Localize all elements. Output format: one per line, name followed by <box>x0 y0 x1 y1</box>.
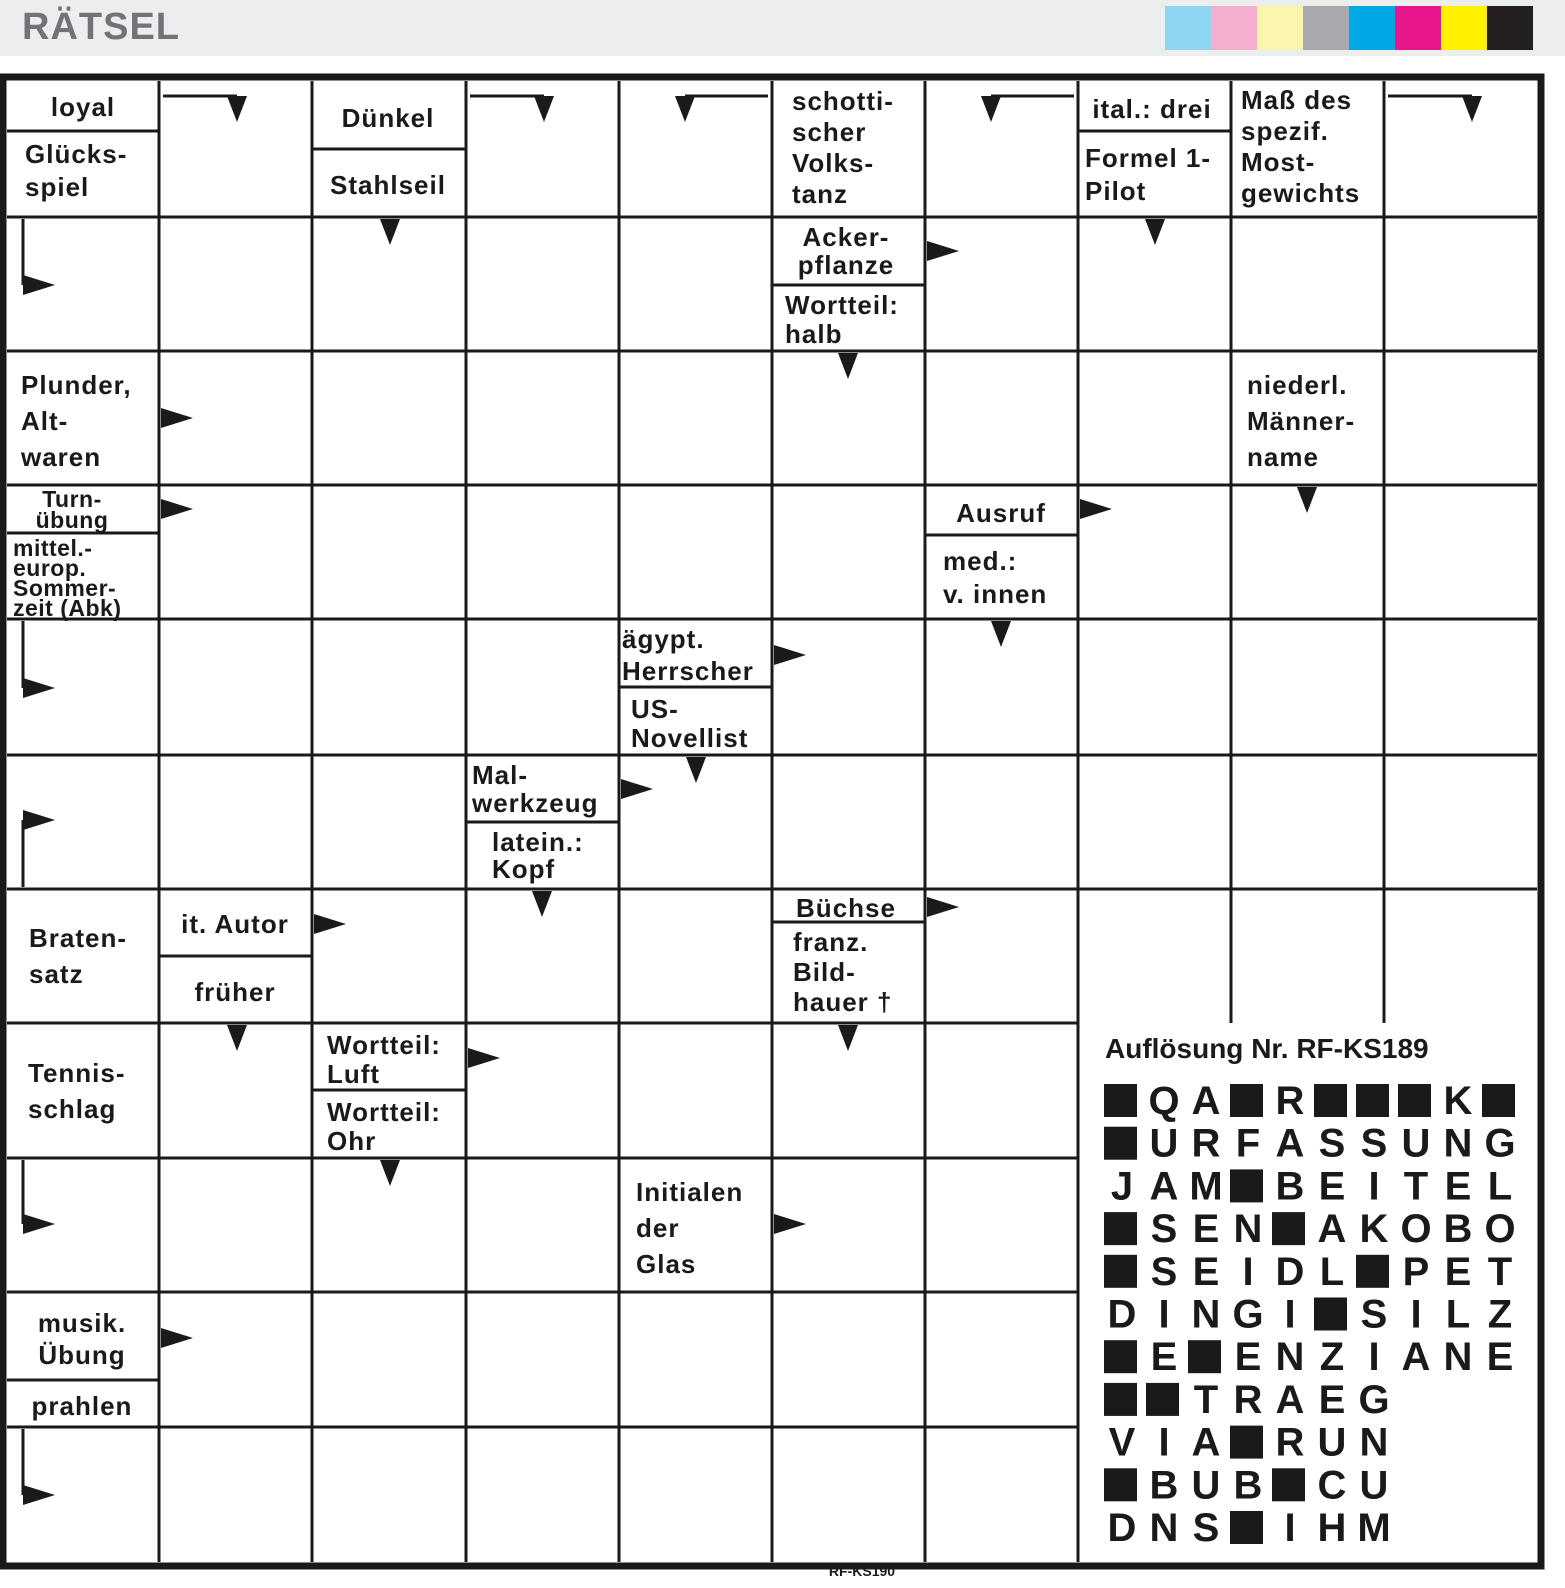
solution-block <box>1230 1426 1263 1459</box>
clue-line: it. Autor <box>181 909 289 939</box>
down-arrow-icon <box>532 891 552 917</box>
clue-text <box>1241 85 1360 208</box>
solution-letter: K <box>1359 1207 1389 1252</box>
solution-letter: G <box>1358 1377 1390 1422</box>
solution-title: Auflösung Nr. RF-KS189 <box>1105 1033 1429 1064</box>
solution-letter: L <box>1487 1164 1513 1209</box>
solution-letter: E <box>1486 1335 1514 1380</box>
solution-letter: G <box>1232 1292 1264 1337</box>
solution-letter: S <box>1150 1249 1178 1294</box>
solution-block <box>1146 1383 1179 1416</box>
solution-letter: I <box>1158 1292 1170 1337</box>
clue-text <box>25 139 127 202</box>
clue-line: Stahlseil <box>330 170 446 200</box>
clue-text <box>51 92 115 122</box>
solution-letter: D <box>1275 1249 1305 1294</box>
clue-line: Sommer- <box>13 575 117 601</box>
clue-line: Turn- <box>42 486 102 512</box>
solution-block <box>1314 1298 1347 1331</box>
clue-line: scher <box>792 117 867 147</box>
clue-line: Übung <box>38 1340 126 1370</box>
solution-block <box>1272 1212 1305 1245</box>
solution-letter: S <box>1360 1292 1388 1337</box>
solution-letter: S <box>1318 1121 1346 1166</box>
clue-line: Pilot <box>1085 176 1147 206</box>
clue-line: spiel <box>25 172 90 202</box>
solution-letter: M <box>1189 1164 1223 1209</box>
clue-text <box>327 1097 441 1156</box>
solution-letter: R <box>1191 1121 1221 1166</box>
clue-line: Initialen <box>636 1177 744 1207</box>
grid-lines <box>3 77 1541 1566</box>
clue-line: Tennis- <box>28 1058 126 1088</box>
solution-letter: Z <box>1487 1292 1513 1337</box>
clue-line: werkzeug <box>472 788 599 818</box>
solution-letter: L <box>1319 1249 1345 1294</box>
solution-letter: M <box>1357 1506 1391 1550</box>
clue-line: musik. <box>37 1308 127 1338</box>
clue-line: prahlen <box>31 1391 133 1421</box>
clue-line: Bild- <box>793 957 856 987</box>
clue-text <box>330 170 446 200</box>
solution-letter: R <box>1275 1420 1305 1465</box>
clue-line: satz <box>29 959 84 989</box>
clue-line: Most- <box>1241 147 1316 177</box>
solution-letter: B <box>1233 1463 1263 1508</box>
solution-letter: E <box>1192 1207 1220 1252</box>
solution-letter: T <box>1403 1164 1429 1209</box>
solution-block <box>1356 1255 1389 1288</box>
clue-text <box>471 760 599 818</box>
clue-text <box>1247 370 1355 472</box>
clue-text <box>20 370 132 472</box>
solution-letter: I <box>1158 1420 1170 1465</box>
solution-letter: L <box>1445 1292 1471 1337</box>
clue-line: pflanze <box>797 250 895 280</box>
clue-text <box>36 486 109 533</box>
clue-line: v. innen <box>943 579 1048 609</box>
solution-block <box>1230 1511 1263 1544</box>
solution-letter: E <box>1318 1377 1346 1422</box>
solution-letter: U <box>1191 1463 1221 1508</box>
clue-line: mittel.- <box>13 535 93 561</box>
solution-letter: I <box>1368 1164 1380 1209</box>
solution-letter: A <box>1401 1335 1431 1380</box>
clue-line: loyal <box>50 92 116 122</box>
right-arrow-icon <box>621 779 653 799</box>
solution-letter: N <box>1191 1292 1221 1337</box>
solution-letter: E <box>1234 1335 1262 1380</box>
clue-line: Ausruf <box>956 498 1046 528</box>
clue-text <box>32 1391 133 1421</box>
clue-text <box>492 827 584 884</box>
solution-letter: R <box>1233 1377 1263 1422</box>
down-arrow-icon <box>1462 96 1482 122</box>
clue-line: Mal- <box>472 760 528 790</box>
clue-line: name <box>1247 442 1319 472</box>
down-arrow-icon <box>1297 487 1317 513</box>
clue-text <box>796 893 896 923</box>
down-arrow-icon <box>227 1025 247 1051</box>
solution-block <box>1104 1127 1137 1160</box>
solution-letter: U <box>1359 1463 1389 1508</box>
down-arrow-icon <box>534 96 554 122</box>
clue-text <box>13 535 122 621</box>
down-arrow-icon <box>838 1025 858 1051</box>
page-title: RÄTSEL <box>22 6 180 48</box>
clue-line: Alt- <box>21 406 69 436</box>
right-arrow-icon <box>314 914 346 934</box>
right-arrow-icon <box>23 1485 55 1505</box>
clue-line: europ. <box>13 555 87 581</box>
solution-block <box>1272 1468 1305 1501</box>
clue-text <box>636 1177 743 1279</box>
solution-block <box>1314 1084 1347 1117</box>
solution-block <box>1104 1084 1137 1117</box>
solution-letter: S <box>1150 1207 1178 1252</box>
clue-line: Maß des <box>1241 85 1353 115</box>
solution-letter: I <box>1242 1249 1254 1294</box>
solution-block <box>1356 1084 1389 1117</box>
solution-letter: S <box>1360 1121 1388 1166</box>
solution-letter: E <box>1150 1335 1178 1380</box>
down-arrow-icon <box>991 621 1011 647</box>
clue-text <box>342 103 435 133</box>
clue-text <box>785 290 899 349</box>
solution-letter: I <box>1368 1335 1380 1380</box>
clue-text <box>327 1030 441 1089</box>
clue-line: Volks- <box>792 148 875 178</box>
solution-letter: C <box>1317 1463 1347 1508</box>
clue-line: Glas <box>636 1249 697 1279</box>
down-arrow-icon <box>380 1160 400 1186</box>
right-arrow-icon <box>161 408 193 428</box>
solution-block <box>1104 1468 1137 1501</box>
solution-letter: N <box>1275 1335 1305 1380</box>
clue-line: Wortteil: <box>327 1030 441 1060</box>
clue-line: ägypt. <box>622 624 705 654</box>
clue-line: der <box>636 1213 680 1243</box>
solution-letter: S <box>1192 1506 1220 1550</box>
solution-letter: A <box>1191 1079 1221 1123</box>
clue-text <box>181 909 289 939</box>
clue-line: Plunder, <box>21 370 132 400</box>
solution-letter: B <box>1275 1164 1305 1209</box>
solution-letter: T <box>1193 1377 1219 1422</box>
solution-block <box>1104 1383 1137 1416</box>
solution-letter: P <box>1402 1249 1430 1294</box>
solution-letter: D <box>1107 1292 1137 1337</box>
solution-letter: T <box>1487 1249 1513 1294</box>
clue-text <box>38 1308 126 1370</box>
solution-block <box>1482 1084 1515 1117</box>
right-arrow-icon <box>1080 499 1112 519</box>
solution-letter: N <box>1359 1420 1389 1465</box>
solution-letter: A <box>1275 1377 1305 1422</box>
solution-letter: Z <box>1319 1335 1345 1380</box>
clue-line: Büchse <box>796 893 896 923</box>
solution-letter: R <box>1275 1079 1305 1123</box>
solution-letter: E <box>1444 1249 1472 1294</box>
clue-line: waren <box>21 442 102 472</box>
clue-line: US- <box>631 694 679 724</box>
clue-line: Luft <box>327 1059 381 1089</box>
solution-letter: Q <box>1148 1079 1180 1123</box>
clue-line: Dünkel <box>341 103 435 133</box>
solution-block <box>1104 1255 1137 1288</box>
solution-letter: O <box>1400 1207 1432 1252</box>
clue-line: latein.: <box>492 827 584 857</box>
solution-block <box>1104 1340 1137 1373</box>
down-arrow-icon <box>675 96 695 122</box>
clue-line: Glücks- <box>25 139 128 169</box>
down-arrow-icon <box>838 353 858 379</box>
clue-text <box>792 86 894 209</box>
solution-letter: V <box>1108 1420 1136 1465</box>
solution-letter: B <box>1443 1207 1473 1252</box>
clue-line: früher <box>194 977 276 1007</box>
clue-line: Männer- <box>1247 406 1356 436</box>
right-arrow-icon <box>23 810 55 830</box>
solution-letter: J <box>1110 1164 1134 1209</box>
solution-block <box>1230 1169 1263 1202</box>
solution-box <box>1104 1033 1516 1550</box>
solution-letter: H <box>1317 1506 1347 1550</box>
clue-line: Ohr <box>327 1126 377 1156</box>
clue-line: Wortteil: <box>327 1097 441 1127</box>
clue-line: gewichts <box>1241 178 1361 208</box>
clue-text <box>793 927 893 1017</box>
clue-text <box>943 546 1047 609</box>
clue-text <box>798 222 895 280</box>
solution-letter: I <box>1284 1506 1296 1550</box>
solution-letter: E <box>1318 1164 1346 1209</box>
clue-text <box>631 694 748 753</box>
down-arrow-icon <box>981 96 1001 122</box>
solution-letter: U <box>1317 1420 1347 1465</box>
clue-text <box>29 923 127 989</box>
right-arrow-icon <box>774 645 806 665</box>
clue-line: med.: <box>943 546 1018 576</box>
down-arrow-icon <box>380 219 400 245</box>
solution-letter: N <box>1149 1506 1179 1550</box>
clue-line: spezif. <box>1241 116 1329 146</box>
clue-text <box>956 498 1046 528</box>
solution-letter: O <box>1484 1207 1516 1252</box>
clue-line: halb <box>785 319 843 349</box>
solution-letter: A <box>1149 1164 1179 1209</box>
clue-line: franz. <box>793 927 869 957</box>
clue-text <box>28 1058 126 1124</box>
right-arrow-icon <box>23 1214 55 1234</box>
right-arrow-icon <box>161 499 193 519</box>
down-arrow-icon <box>686 757 706 783</box>
solution-letter: A <box>1191 1420 1221 1465</box>
solution-letter: N <box>1443 1121 1473 1166</box>
clue-text <box>1092 94 1211 124</box>
solution-letter: I <box>1410 1292 1422 1337</box>
down-arrow-icon <box>227 96 247 122</box>
right-arrow-icon <box>23 275 55 295</box>
clue-text <box>1085 143 1211 206</box>
clue-line: hauer † <box>793 987 893 1017</box>
solution-block <box>1230 1084 1263 1117</box>
clue-line: tanz <box>792 179 848 209</box>
solution-letter: F <box>1235 1121 1261 1166</box>
clue-line: übung <box>35 507 109 533</box>
solution-block <box>1104 1212 1137 1245</box>
clue-line: Herrscher <box>622 656 754 686</box>
down-arrow-icon <box>1145 219 1165 245</box>
solution-letter: E <box>1444 1164 1472 1209</box>
clue-line: Kopf <box>492 854 556 884</box>
right-arrow-icon <box>23 678 55 698</box>
clue-line: niederl. <box>1247 370 1348 400</box>
solution-letter: N <box>1233 1207 1263 1252</box>
right-arrow-icon <box>927 897 959 917</box>
clue-line: Novellist <box>631 723 749 753</box>
clue-line: ital.: drei <box>1092 94 1212 124</box>
puzzle-code: RF-KS190 <box>828 1563 896 1579</box>
clue-line: zeit (Abk) <box>13 595 122 621</box>
clue-line: Acker- <box>802 222 890 252</box>
clue-line: Formel 1- <box>1085 143 1212 173</box>
clue-line: schlag <box>28 1094 117 1124</box>
right-arrow-icon <box>927 241 959 261</box>
solution-letter: A <box>1317 1207 1347 1252</box>
solution-block <box>1188 1340 1221 1373</box>
solution-letter: E <box>1192 1249 1220 1294</box>
clue-text <box>194 977 275 1007</box>
right-arrow-icon <box>161 1328 193 1348</box>
solution-letter: G <box>1484 1121 1516 1166</box>
solution-letter: A <box>1275 1121 1305 1166</box>
solution-letter: D <box>1107 1506 1137 1550</box>
solution-letter: B <box>1149 1463 1179 1508</box>
solution-letter: I <box>1284 1292 1296 1337</box>
clue-line: schotti- <box>792 86 894 116</box>
clue-line: Braten- <box>29 923 128 953</box>
solution-letter: N <box>1443 1335 1473 1380</box>
clue-line: Wortteil: <box>785 290 899 320</box>
right-arrow-icon <box>774 1214 806 1234</box>
right-arrow-icon <box>468 1048 500 1068</box>
solution-block <box>1398 1084 1431 1117</box>
solution-letter: U <box>1149 1121 1179 1166</box>
solution-letter: U <box>1401 1121 1431 1166</box>
solution-letter: K <box>1443 1079 1473 1123</box>
clue-text <box>622 624 754 686</box>
